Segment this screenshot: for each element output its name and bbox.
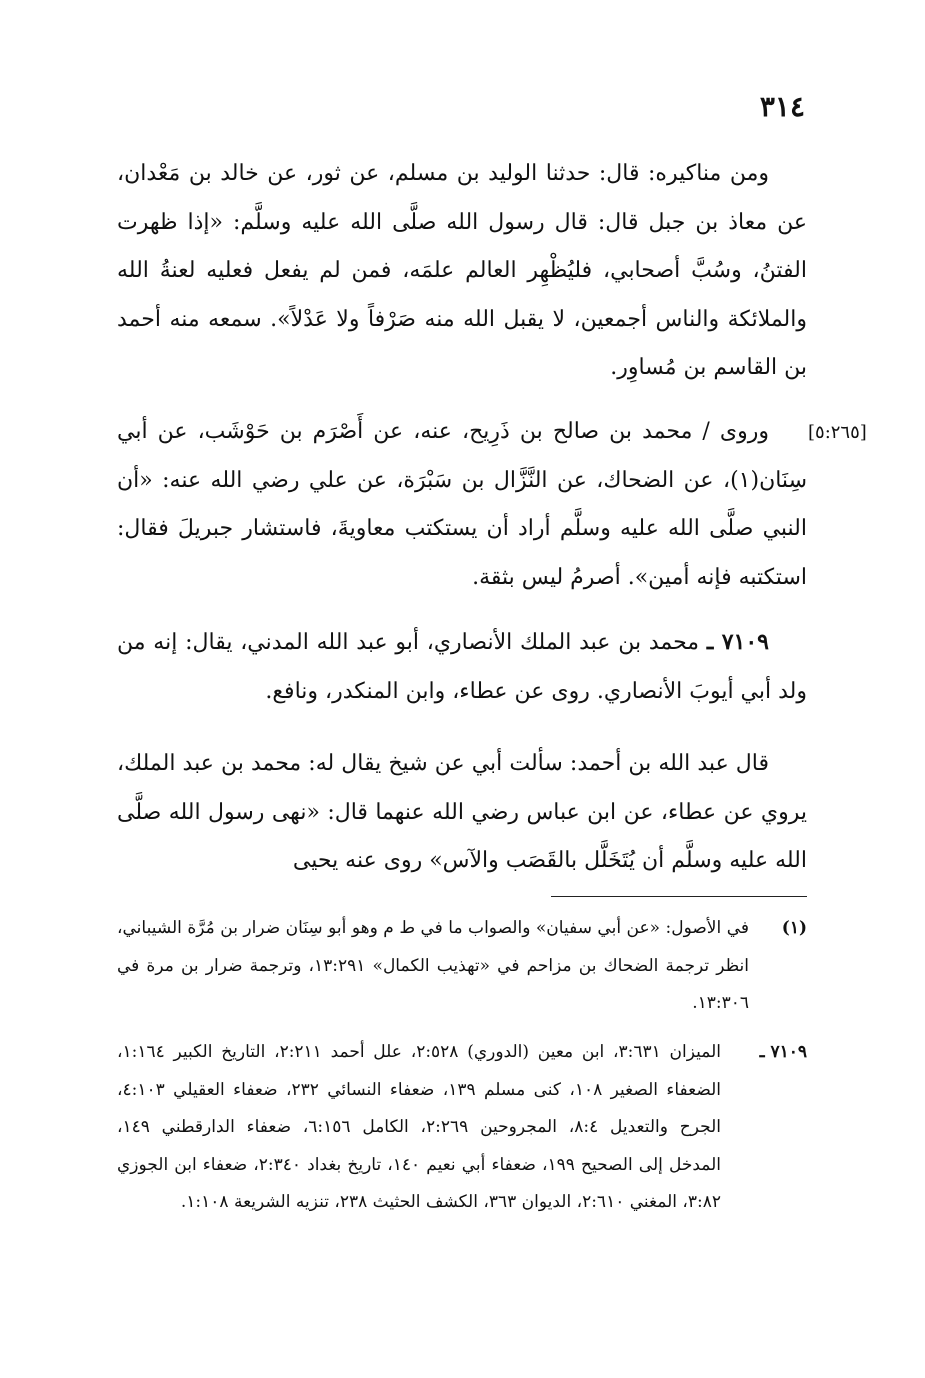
- footnote-item: [117, 910, 807, 1023]
- footnote-1: [117, 910, 807, 1023]
- paragraph-text: قال عبد الله بن أحمد: سألت أبي عن شيخ يقال له: محمد بن عبد الملك، يروي عن عطاء، عن ابن عباس رضي الله عنهما قال: «نهى رسول الله صلَّى الله عليه وسلَّم أن يُتَخَلَّل بالقَصَب والآس» روى عنه يحيى: [117, 751, 807, 873]
- footnote-divider: [551, 896, 807, 897]
- entry-number: ٧١٠٩ ـ: [706, 629, 769, 655]
- page-number: ٣١٤: [759, 90, 805, 123]
- entry-7109: [117, 618, 807, 716]
- footnote-label: ٧١٠٩ ـ: [759, 1042, 807, 1062]
- footnote-item: [117, 1034, 807, 1222]
- entry-paragraph: [117, 618, 807, 716]
- entry-text: محمد بن عبد الملك الأنصاري، أبو عبد الله المدني، يقال: إنه من ولد أبي أيوبَ الأنصاري. روى عن عطاء، وابن المنكدر، ونافع.: [117, 630, 807, 704]
- paragraph-abdullah: [117, 740, 807, 886]
- paragraph-rawa: [117, 408, 807, 602]
- paragraph-text: وروى / محمد بن صالح بن ذَرِيح، عنه، عن أَصْرَم بن حَوْشَب، عن أبي سِنَان(١)، عن الضحاك، عن النَّزَّال بن سَبْرَة، عن علي رضي الله عنه: «أن النبي صلَّى الله عليه وسلَّم أراد أن يستكتب معاويةَ، فاستشار جبريلَ فقال: استكتبه فإنه أمين». أصرمُ ليس بثقة.: [117, 419, 807, 590]
- footnote-label: (١): [781, 918, 807, 938]
- footnote-7109-sources: [117, 1034, 807, 1222]
- margin-reference: [٥:٢٦٥]: [808, 422, 867, 443]
- footnote-text: الميزان ٣:٦٣١، ابن معين (الدوري) ٢:٥٢٨، علل أحمد ٢:٢١١، التاريخ الكبير ١:١٦٤، الضعفاء الصغير ١٠٨، كنى مسلم ١٣٩، ضعفاء النسائي ٢٣٢، ضعفاء العقيلي ٤:١٠٣، الجرح والتعديل ٨:٤، المجروحين ٢:٢٦٩، الكامل ٦:١٥٦، ضعفاء الدارقطني ١٤٩، المدخل إلى الصحيح ١٩٩، ضعفاء أبي نعيم ١٤٠، تاريخ بغداد ٢:٣٤٠، ضعفاء ابن الجوزي ٣:٨٢، المغني ٢:٦١٠، الديوان ٣٦٣، الكشف الحثيث ٢٣٨، تنزيه الشريعة ١:١٠٨.: [117, 1042, 721, 1212]
- paragraph-text: ومن مناكيره: قال: حدثنا الوليد بن مسلم، عن ثور، عن خالد بن مَعْدان، عن معاذ بن جبل قال: قال رسول الله صلَّى الله عليه وسلَّم: «إذا ظهرت الفتنُ، وسُبَّ أصحابي، فليُظْهِر العالم علمَه، فمن لم يفعل فعليه لعنةُ الله والملائكة والناس أجمعين، لا يقبل الله منه صَرْفاً ولا عَدْلاً». سمعه منه أحمد بن القاسم بن مُساوِر.: [117, 161, 807, 380]
- footnote-text: في الأصول: «عن أبي سفيان» والصواب ما في ط م وهو أبو سِنَان ضرار بن مُرَّة الشيباني، انظر ترجمة الضحاك بن مزاحم في «تهذيب الكمال» ١٣:٢٩١، وترجمة ضرار بن مرة في ١٣:٣٠٦.: [117, 918, 749, 1013]
- paragraph-manakir: [117, 150, 807, 393]
